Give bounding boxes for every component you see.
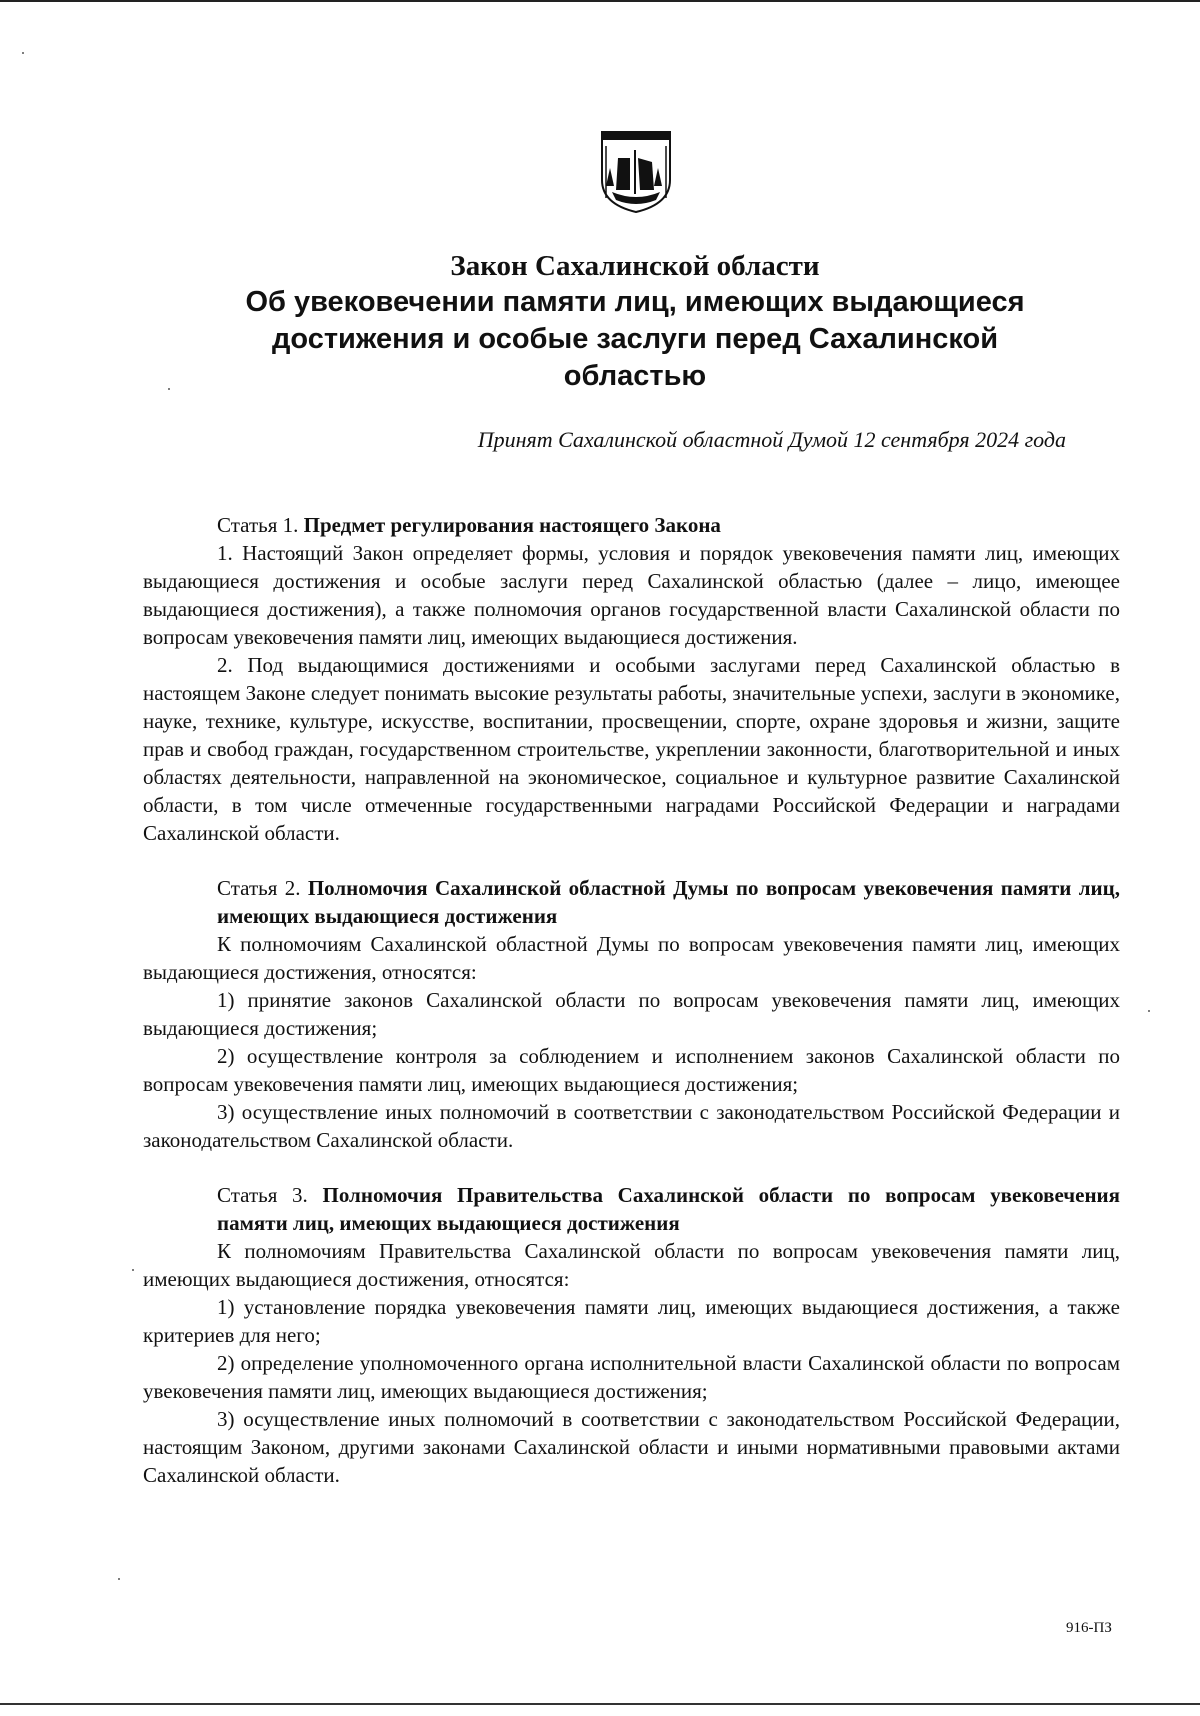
adoption-note: Принят Сахалинской областной Думой 12 сентября 2024 года [477, 427, 1066, 452]
document-number: 916-ПЗ [1066, 1620, 1112, 1636]
scan-speck [118, 1578, 120, 1580]
article-title: Предмет регулирования настоящего Закона [303, 513, 721, 537]
law-body [143, 511, 1120, 1489]
article-paragraph: 2. Под выдающимися достижениями и особыми заслугами перед Сахалинской областью в настоящем Законе следует понимать высокие результаты работы, значительные успехи, заслуги в экономике, науке, технике, культуре, искусстве, воспитании, просвещении, спорте, охране здоровья и жизни, защите прав и свобод граждан, государственном строительстве, укреплении законности, благотворительной и иных областях деятельности, направленной на экономическое, социальное и культурное развитие Сахалинской области, в том числе отмеченные государственными наградами Российской Федерации и наградами Сахалинской области. [143, 653, 1120, 845]
article-paragraph: 2) определение уполномоченного органа исполнительной власти Сахалинской области по вопросам увековечения памяти лиц, имеющих выдающиеся достижения; [143, 1351, 1120, 1403]
article-label: Статья 1. [217, 513, 299, 537]
scan-speck [132, 1269, 134, 1271]
article-label: Статья 2. [217, 876, 301, 900]
article-paragraph: 1) установление порядка увековечения памяти лиц, имеющих выдающиеся достижения, а также критериев для него; [143, 1295, 1120, 1347]
law-title: Закон Сахалинской области [450, 250, 820, 282]
article-heading [217, 1181, 1120, 1237]
scan-speck [22, 52, 24, 54]
article-paragraph: 3) осуществление иных полномочий в соответствии с законодательством Российской Федерации и законодательством Сахалинской области. [143, 1100, 1120, 1152]
scan-edge-bottom [0, 1703, 1200, 1705]
title-block [120, 248, 1150, 395]
article-heading [217, 511, 1120, 539]
article-paragraph: 1. Настоящий Закон определяет формы, условия и порядок увековечения памяти лиц, имеющих выдающиеся достижения и особые заслуги перед Сахалинской областью (далее – лицо, имеющее выдающиеся достижения), а также полномочия органов государственной власти Сахалинской области по вопросам увековечения памяти лиц, имеющих выдающиеся достижения. [143, 541, 1120, 649]
article-title: Полномочия Сахалинской областной Думы по вопросам увековечения памяти лиц, имеющих выдающиеся достижения [217, 876, 1120, 928]
article-heading [217, 874, 1120, 930]
article-paragraph: 1) принятие законов Сахалинской области по вопросам увековечения памяти лиц, имеющих выдающиеся достижения; [143, 988, 1120, 1040]
article-paragraph: К полномочиям Правительства Сахалинской области по вопросам увековечения памяти лиц, имеющих выдающиеся достижения, относятся: [143, 1239, 1120, 1291]
law-subtitle: Об увековечении памяти лиц, имеющих выдающиеся достижения и особые заслуги перед Сахалинской областью [245, 286, 1025, 392]
article-title: Полномочия Правительства Сахалинской области по вопросам увековечения памяти лиц, имеющих выдающиеся достижения [217, 1183, 1121, 1235]
article-paragraph: 2) осуществление контроля за соблюдением и исполнением законов Сахалинской области по вопросам увековечения памяти лиц, имеющих выдающиеся достижения; [143, 1044, 1120, 1096]
sakhalin-coat-of-arms-icon [596, 128, 676, 214]
scan-speck [1148, 1010, 1150, 1012]
article-label: Статья 3. [217, 1183, 308, 1207]
scan-edge-top [0, 0, 1200, 2]
article-paragraph: К полномочиям Сахалинской областной Думы по вопросам увековечения памяти лиц, имеющих выдающиеся достижения, относятся: [143, 932, 1120, 984]
article-paragraph: 3) осуществление иных полномочий в соответствии с законодательством Российской Федерации, настоящим Законом, другими законами Сахалинской области и иными нормативными правовыми актами Сахалинской области. [143, 1407, 1120, 1487]
